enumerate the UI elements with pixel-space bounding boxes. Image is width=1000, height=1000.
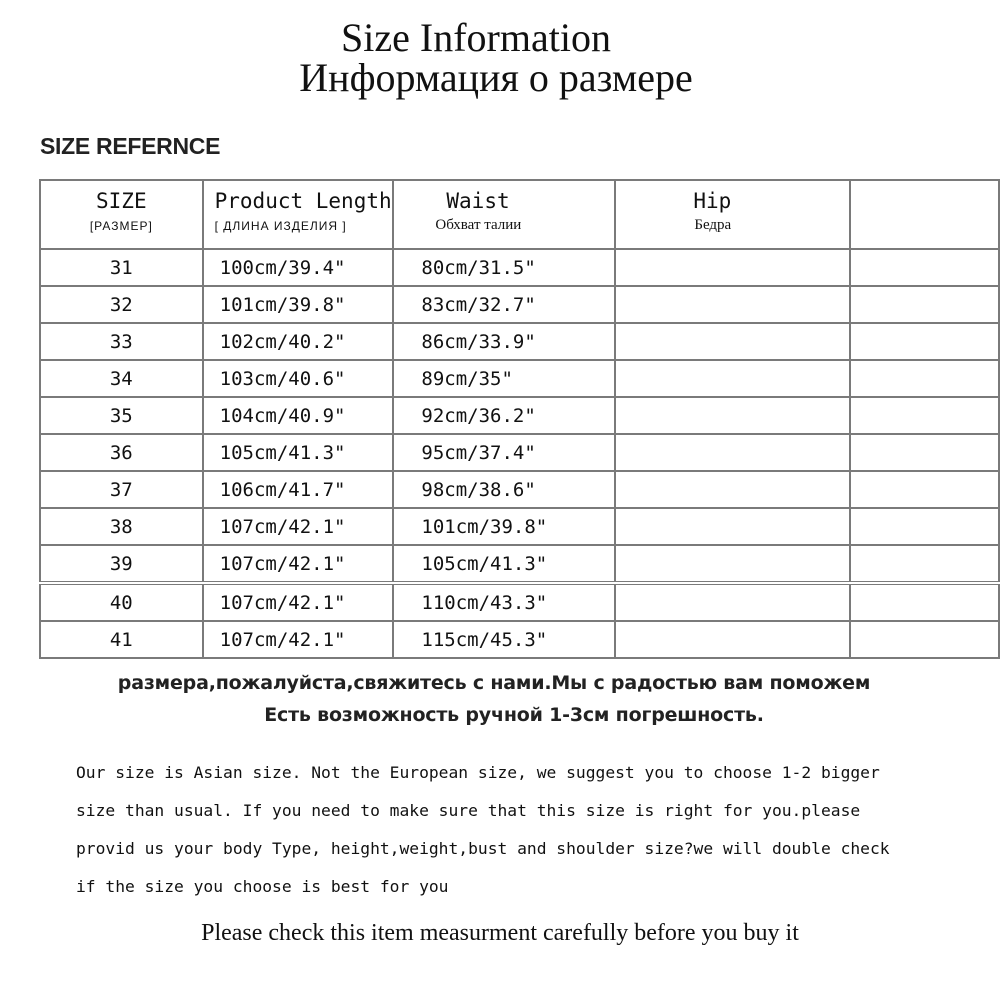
cell-product-length: 104cm/40.9" [203, 397, 394, 434]
cell-size: 37 [40, 471, 203, 508]
cell-size: 36 [40, 434, 203, 471]
cell-hip [615, 583, 850, 621]
table-row [40, 323, 999, 360]
cell-size: 31 [40, 249, 203, 286]
cell-product-length: 103cm/40.6" [203, 360, 394, 397]
note-english-line: Our size is Asian size. Not the European size, we suggest you to choose 1-2 bigger [76, 763, 880, 782]
cell-waist: 86cm/33.9" [393, 323, 615, 360]
header-waist [393, 180, 615, 249]
header-size-label: SIZE [96, 189, 147, 213]
cell-waist: 98cm/38.6" [393, 471, 615, 508]
cell-empty [850, 508, 999, 545]
table-header-row [40, 180, 999, 249]
cell-waist: 101cm/39.8" [393, 508, 615, 545]
cell-product-length: 102cm/40.2" [203, 323, 394, 360]
header-size [40, 180, 203, 249]
section-title: SIZE REFERNCE [40, 133, 221, 159]
header-size-sublabel: [РАЗМЕР] [89, 219, 153, 233]
cell-hip [615, 249, 850, 286]
footer-note: Please check this item measurment carefully before you buy it [201, 920, 799, 946]
table-row [40, 545, 999, 583]
note-english-line: if the size you choose is best for you [76, 877, 449, 896]
cell-empty [850, 397, 999, 434]
table-row [40, 583, 999, 621]
cell-hip [615, 545, 850, 583]
cell-waist: 92cm/36.2" [393, 397, 615, 434]
table-row [40, 434, 999, 471]
cell-waist: 115cm/45.3" [393, 621, 615, 658]
note-russian-line-1: размера,пожалуйста,свяжитесь с нами.Мы с радостью вам поможем [117, 672, 871, 694]
cell-hip [615, 323, 850, 360]
table-row [40, 621, 999, 658]
cell-hip [615, 397, 850, 434]
header-hip-sublabel: Бедра [694, 217, 732, 233]
header-waist-sublabel: Обхват талии [435, 217, 522, 233]
note-english-line: size than usual. If you need to make sure that this size is right for you.please [76, 801, 861, 820]
table-row [40, 360, 999, 397]
header-empty [850, 180, 999, 249]
header-hip-label: Hip [693, 189, 732, 213]
cell-empty [850, 434, 999, 471]
cell-empty [850, 583, 999, 621]
cell-waist: 95cm/37.4" [393, 434, 615, 471]
cell-hip [615, 434, 850, 471]
cell-product-length: 101cm/39.8" [203, 286, 394, 323]
cell-product-length: 107cm/42.1" [203, 545, 394, 583]
header-waist-label: Waist [446, 189, 510, 213]
cell-waist: 110cm/43.3" [393, 583, 615, 621]
title-english: Size Information [341, 15, 611, 60]
header-hip [615, 180, 850, 249]
cell-size: 34 [40, 360, 203, 397]
header-length-label: Product Length [214, 189, 392, 213]
note-russian-line-2: Есть возможность ручной 1-3см погрешность. [264, 704, 764, 726]
cell-empty [850, 545, 999, 583]
table-row [40, 286, 999, 323]
cell-hip [615, 286, 850, 323]
cell-product-length: 107cm/42.1" [203, 583, 394, 621]
size-table [39, 179, 1000, 659]
cell-empty [850, 621, 999, 658]
note-english-line: provid us your body Type, height,weight,bust and shoulder size?we will double check [76, 839, 890, 858]
cell-waist: 80cm/31.5" [393, 249, 615, 286]
cell-product-length: 107cm/42.1" [203, 621, 394, 658]
note-english [76, 754, 986, 906]
cell-empty [850, 286, 999, 323]
cell-size: 40 [40, 583, 203, 621]
table-row [40, 508, 999, 545]
header-product-length [203, 180, 394, 249]
cell-product-length: 100cm/39.4" [203, 249, 394, 286]
cell-hip [615, 621, 850, 658]
cell-hip [615, 471, 850, 508]
cell-waist: 83cm/32.7" [393, 286, 615, 323]
cell-size: 35 [40, 397, 203, 434]
cell-hip [615, 360, 850, 397]
cell-waist: 105cm/41.3" [393, 545, 615, 583]
cell-empty [850, 249, 999, 286]
cell-size: 38 [40, 508, 203, 545]
header-length-sublabel: [ ДЛИНА ИЗДЕЛИЯ ] [214, 219, 347, 233]
cell-product-length: 105cm/41.3" [203, 434, 394, 471]
cell-hip [615, 508, 850, 545]
cell-empty [850, 323, 999, 360]
cell-size: 33 [40, 323, 203, 360]
table-row [40, 249, 999, 286]
title-russian: Информация о размере [299, 55, 693, 100]
cell-waist: 89cm/35" [393, 360, 615, 397]
cell-size: 41 [40, 621, 203, 658]
cell-product-length: 107cm/42.1" [203, 508, 394, 545]
cell-size: 39 [40, 545, 203, 583]
table-row [40, 397, 999, 434]
cell-empty [850, 471, 999, 508]
cell-size: 32 [40, 286, 203, 323]
cell-empty [850, 360, 999, 397]
cell-product-length: 106cm/41.7" [203, 471, 394, 508]
table-row [40, 471, 999, 508]
